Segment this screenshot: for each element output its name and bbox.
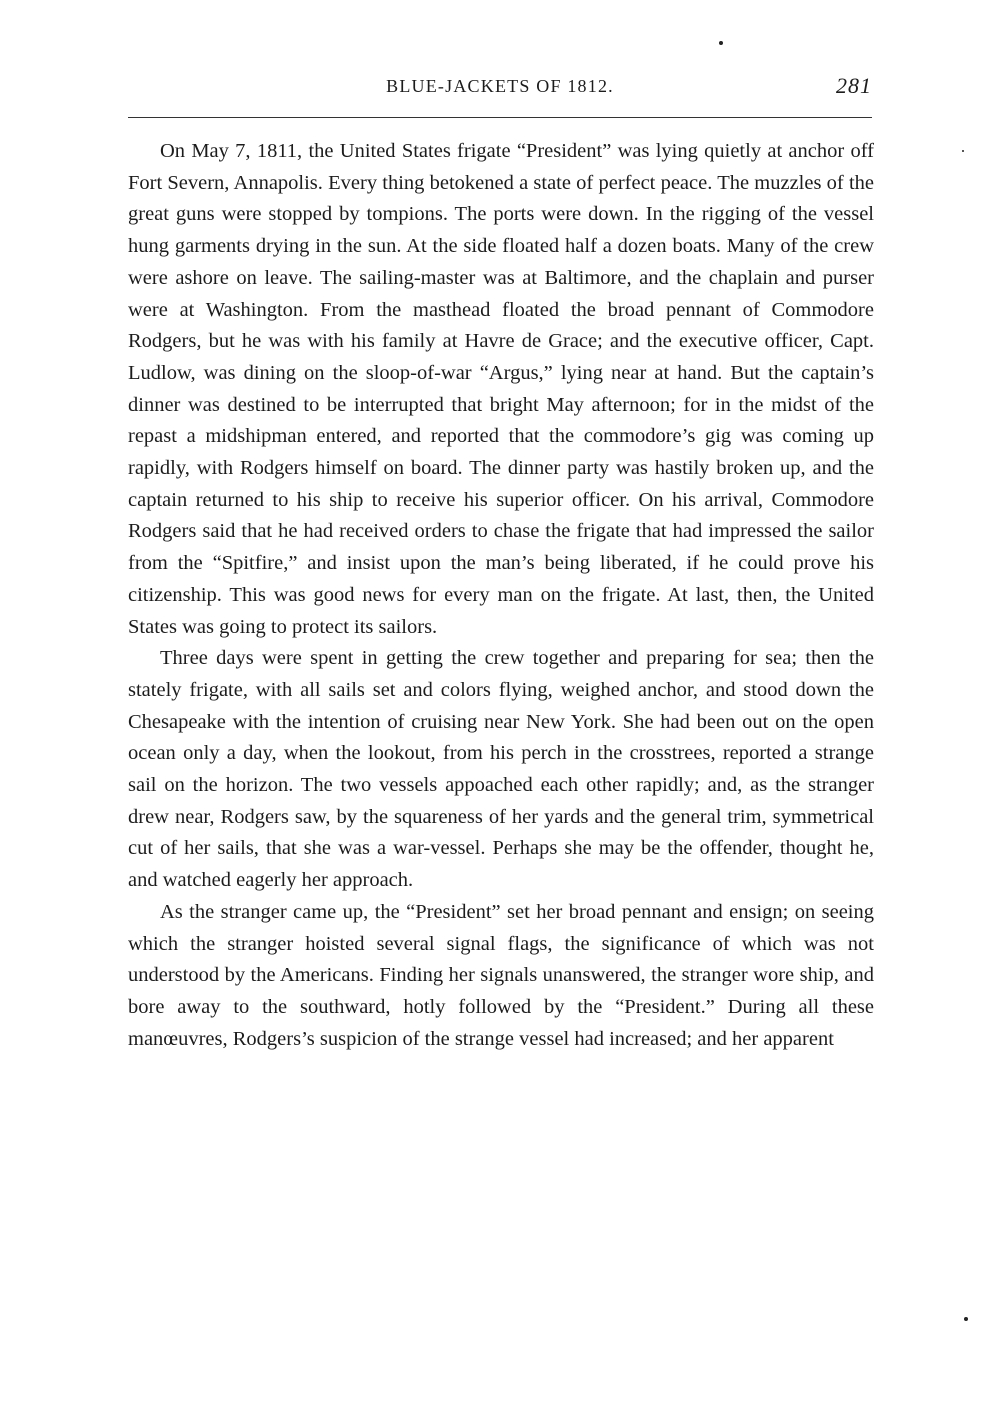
- paragraph-1: On May 7, 1811, the United States frigate “President” was lying quietly at anchor off Fort Severn, Annapolis. Every thing betokened a state of perfect peace. The muzzles of the great guns were stopped by tompions. The ports were down. In the rigging of the vessel hung garments drying in the sun. At the side floated half a dozen boats. Many of the crew were ashore on leave. The sailing-master was at Baltimore, and the chaplain and purser were at Washington. From the masthead floated the broad pennant of Commodore Rodgers, but he was with his family at Havre de Grace; and the executive officer, Capt. Ludlow, was dining on the sloop-of-war “Argus,” lying near at hand. But the captain’s dinner was destined to be interrupted that bright May afternoon; for in the midst of the repast a midshipman entered, and reported that the commodore’s gig was coming up rapidly, with Rodgers himself on board. The dinner party was hastily broken up, and the captain returned to his ship to receive his superior officer. On his arrival, Commodore Rodgers said that he had received orders to chase the frigate that had impressed the sailor from the “Spitfire,” and insist upon the man’s being liberated, if he could prove his citizenship. This was good news for every man on the frigate. At last, then, the United States was going to protect its sailors.: [128, 140, 874, 638]
- paragraph-2: Three days were spent in getting the crew together and preparing for sea; then the stately frigate, with all sails set and colors flying, weighed anchor, and stood down the Chesapeake with the intention of cruising near New York. She had been out on the open ocean only a day, when the lookout, from his perch in the crosstrees, reported a strange sail on the horizon. The two vessels appoached each other rapidly; and, as the stranger drew near, Rodgers saw, by the squareness of her yards and the general trim, symmetrical cut of her sails, that she was a war-vessel. Perhaps she may be the offender, thought he, and watched eagerly her approach.: [128, 647, 874, 892]
- header-rule: [128, 117, 872, 118]
- page-number: 281: [836, 73, 872, 98]
- running-title: BLUE-JACKETS OF 1812.: [386, 76, 614, 96]
- scan-speck: [962, 150, 964, 152]
- scan-speck: [719, 41, 723, 45]
- body-text: [128, 136, 874, 1055]
- scan-speck: [964, 1317, 968, 1321]
- running-head: [128, 73, 872, 106]
- paragraph-3: As the stranger came up, the “President” set her broad pennant and ensign; on seeing which the stranger hoisted several signal flags, the significance of which was not understood by the Americans. Finding her signals unanswered, the stranger wore ship, and bore away to the southward, hotly followed by the “President.” During all these manœuvres, Rodgers’s suspicion of the strange vessel had increased; and her apparent: [128, 900, 874, 1050]
